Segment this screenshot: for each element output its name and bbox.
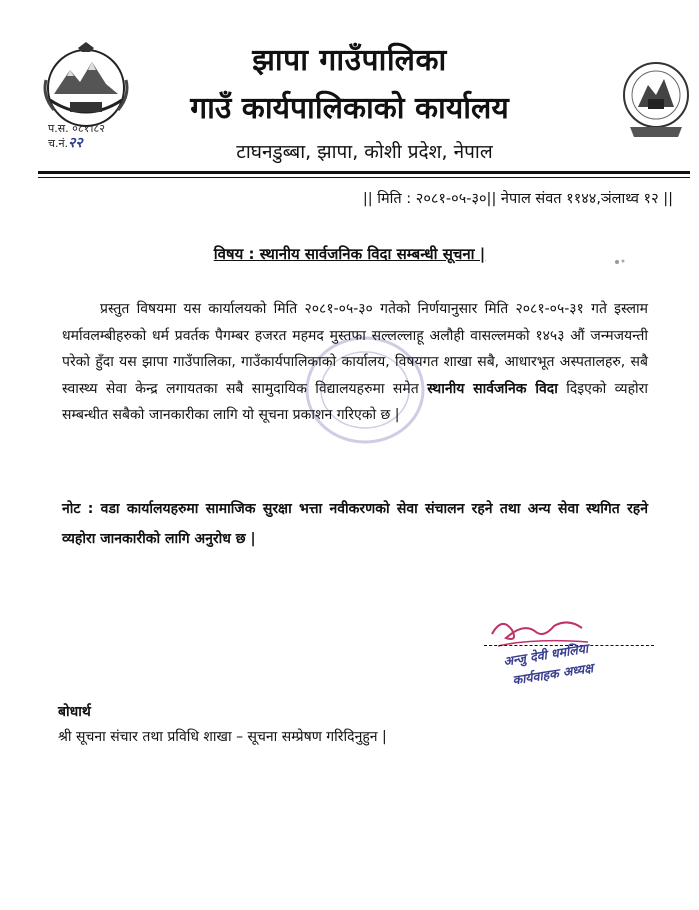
notice-note: नोट : वडा कार्यालयहरुमा सामाजिक सुरक्षा भत्ता नवीकरणको सेवा संचालन रहने तथा अन्य सेवा स्थगित रहने व्यहोरा जानकारीको लागि अनुरोध छ | xyxy=(62,501,648,547)
date-line: || मिति : २०८१-०५-३०|| नेपाल संवत ११४४,ञंलाथ्व १२ || xyxy=(362,191,673,207)
notice-body xyxy=(62,296,648,429)
signatory-designation: कार्यवाहक अध्यक्ष xyxy=(511,660,595,688)
ref-ps: प.स. ०८१।८२ xyxy=(48,122,105,135)
ref-cn-label: च.नं. xyxy=(48,137,69,150)
ref-cn-value: २२ xyxy=(68,135,83,151)
body-part1: प्रस्तुत विषयमा यस कार्यालयको मिति २०८१-०५-३० गतेको निर्णयानुसार मिति २०८१-०५-३१ गते इस्लाम धर्मावलम्बीहरुको धर्म प्रवर्तक पैगम्बर हजरत महमद मुस्तफा सल्लल्लाहू अलौही वासल्लमको १४५३ औं जन्मजयन्ती परेको हुँदा यस झापा गाउँपालिका, गाउँकार्यपालिकाको कार्यालय, विषयगत शाखा सबै, आधारभूत अस्पतालहरु, सबै स्वास्थ्य सेवा केन्द्र लगायतका सबै सामुदायिक विद्यालयहरुमा समेत xyxy=(62,301,648,397)
header-rule-thick xyxy=(38,171,690,174)
body-bold: स्थानीय सार्वजनिक विदा xyxy=(427,380,558,397)
office-title-line1: झापा गाउँपालिका xyxy=(252,43,447,78)
office-address: टाघनडुब्बा, झापा, कोशी प्रदेश, नेपाल xyxy=(236,141,493,163)
header-rule-thin xyxy=(38,177,690,178)
signatory-name: अन्जु देवी धमलिया xyxy=(502,640,590,669)
body-part2: दिइएको व्यहोरा सम्बन्धीत सबैको जानकारीका लागि यो सूचना प्रकाशन गरिएको छ | xyxy=(62,380,648,423)
notice-subject xyxy=(0,244,699,264)
office-title-line2: गाउँ कार्यपालिकाको कार्यालय xyxy=(190,91,509,126)
cc-heading: बोधार्थ xyxy=(58,704,91,720)
cc-line: श्री सूचना संचार तथा प्रविधि शाखा – सूचना सम्प्रेषण गरिदिनुहुन | xyxy=(58,729,387,745)
subject-text: विषय : स्थानीय सार्वजनिक विदा सम्बन्धी सूचना | xyxy=(213,245,486,263)
